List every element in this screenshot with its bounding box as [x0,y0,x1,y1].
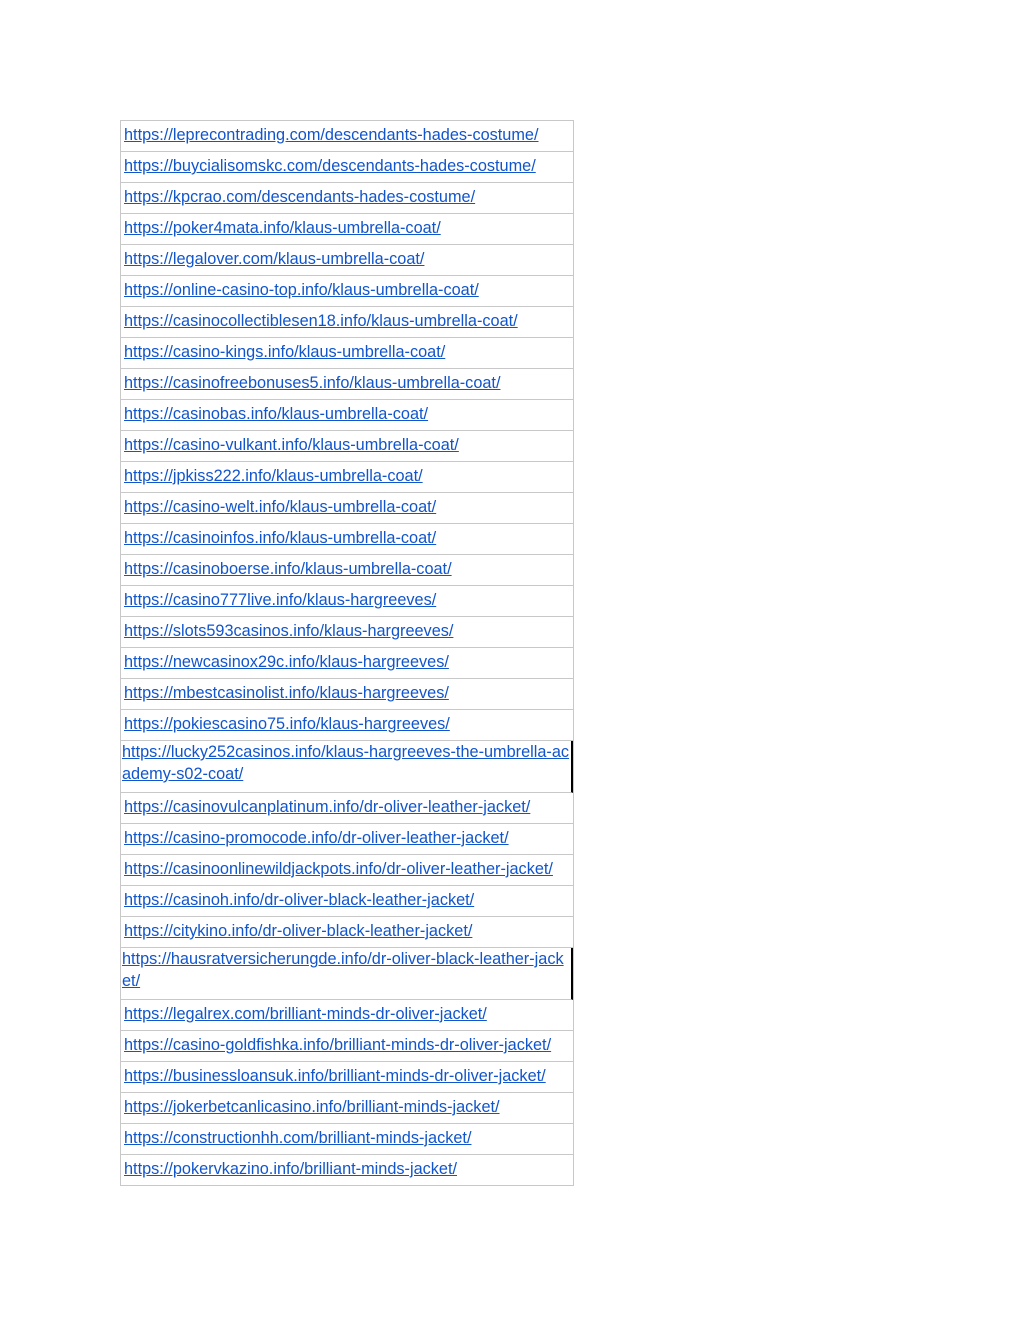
link[interactable]: https://constructionhh.com/brilliant-minds-jacket/ [124,1129,472,1147]
link[interactable]: https://casino-promocode.info/dr-oliver-leather-jacket/ [124,829,509,847]
table-row [121,1124,573,1155]
table-row [121,710,573,741]
table-row [121,855,573,886]
link[interactable]: https://mbestcasinolist.info/klaus-hargreeves/ [124,684,449,702]
link[interactable]: https://casinoinfos.info/klaus-umbrella-coat/ [124,529,437,547]
link[interactable]: https://jpkiss222.info/klaus-umbrella-coat/ [124,467,423,485]
table-row [121,617,573,648]
link[interactable]: https://pokervkazino.info/brilliant-minds-jacket/ [124,1160,458,1178]
table-row [121,183,573,214]
table-row [121,793,573,824]
table-row [121,431,573,462]
table-row [121,245,573,276]
table-row [121,524,573,555]
link[interactable]: https://online-casino-top.info/klaus-umbrella-coat/ [124,281,479,299]
table-row [121,152,573,183]
table-row [121,400,573,431]
link[interactable]: https://casinocollectiblesen18.info/klaus-umbrella-coat/ [124,312,518,330]
table-row [121,741,573,793]
link[interactable]: https://legalrex.com/brilliant-minds-dr-oliver-jacket/ [124,1005,487,1023]
table-row [121,1093,573,1124]
link[interactable]: https://casinobas.info/klaus-umbrella-coat/ [124,405,429,423]
table-row [121,338,573,369]
table-row [121,917,573,948]
link[interactable]: https://businessloansuk.info/brilliant-minds-dr-oliver-jacket/ [124,1067,546,1085]
table-row [121,1031,573,1062]
link[interactable]: https://casino-welt.info/klaus-umbrella-coat/ [124,498,437,516]
link[interactable]: https://poker4mata.info/klaus-umbrella-coat/ [124,219,441,237]
table-row [121,648,573,679]
link[interactable]: https://pokiescasino75.info/klaus-hargreeves/ [124,715,450,733]
link[interactable]: https://buycialisomskc.com/descendants-hades-costume/ [124,157,536,175]
table-row [121,121,573,152]
link[interactable]: https://casinoonlinewildjackpots.info/dr-oliver-leather-jacket/ [124,860,553,878]
link[interactable]: https://jokerbetcanlicasino.info/brilliant-minds-jacket/ [124,1098,500,1116]
table-row [121,886,573,917]
link[interactable]: https://casinoh.info/dr-oliver-black-leather-jacket/ [124,891,475,909]
table-row [121,462,573,493]
link[interactable]: https://casinoboerse.info/klaus-umbrella-coat/ [124,560,452,578]
table-row [121,555,573,586]
link[interactable]: https://casino-vulkant.info/klaus-umbrella-coat/ [124,436,459,454]
table-row [121,214,573,245]
link-table [120,120,574,1186]
table-row [121,307,573,338]
table-row [121,1000,573,1031]
link[interactable]: https://casinofreebonuses5.info/klaus-umbrella-coat/ [124,374,501,392]
table-row [121,679,573,710]
link[interactable]: https://lucky252casinos.info/klaus-hargreeves-the-umbrella-academy-s02-coat/ [122,743,570,783]
link[interactable]: https://casino-kings.info/klaus-umbrella-coat/ [124,343,446,361]
table-row [121,276,573,307]
link[interactable]: https://legalover.com/klaus-umbrella-coat/ [124,250,425,268]
table-row [121,948,573,1000]
table-row [121,369,573,400]
link[interactable]: https://leprecontrading.com/descendants-hades-costume/ [124,126,539,144]
table-row [121,586,573,617]
table-row [121,1062,573,1093]
table-row [121,1155,573,1186]
link[interactable]: https://newcasinox29c.info/klaus-hargreeves/ [124,653,449,671]
link[interactable]: https://slots593casinos.info/klaus-hargreeves/ [124,622,454,640]
link[interactable]: https://casino-goldfishka.info/brilliant-minds-dr-oliver-jacket/ [124,1036,552,1054]
link[interactable]: https://casinovulcanplatinum.info/dr-oliver-leather-jacket/ [124,798,531,816]
link[interactable]: https://casino777live.info/klaus-hargreeves/ [124,591,437,609]
table-row [121,824,573,855]
table-row [121,493,573,524]
link[interactable]: https://kpcrao.com/descendants-hades-costume/ [124,188,476,206]
link[interactable]: https://hausratversicherungde.info/dr-oliver-black-leather-jacket/ [122,950,564,990]
link[interactable]: https://citykino.info/dr-oliver-black-leather-jacket/ [124,922,473,940]
